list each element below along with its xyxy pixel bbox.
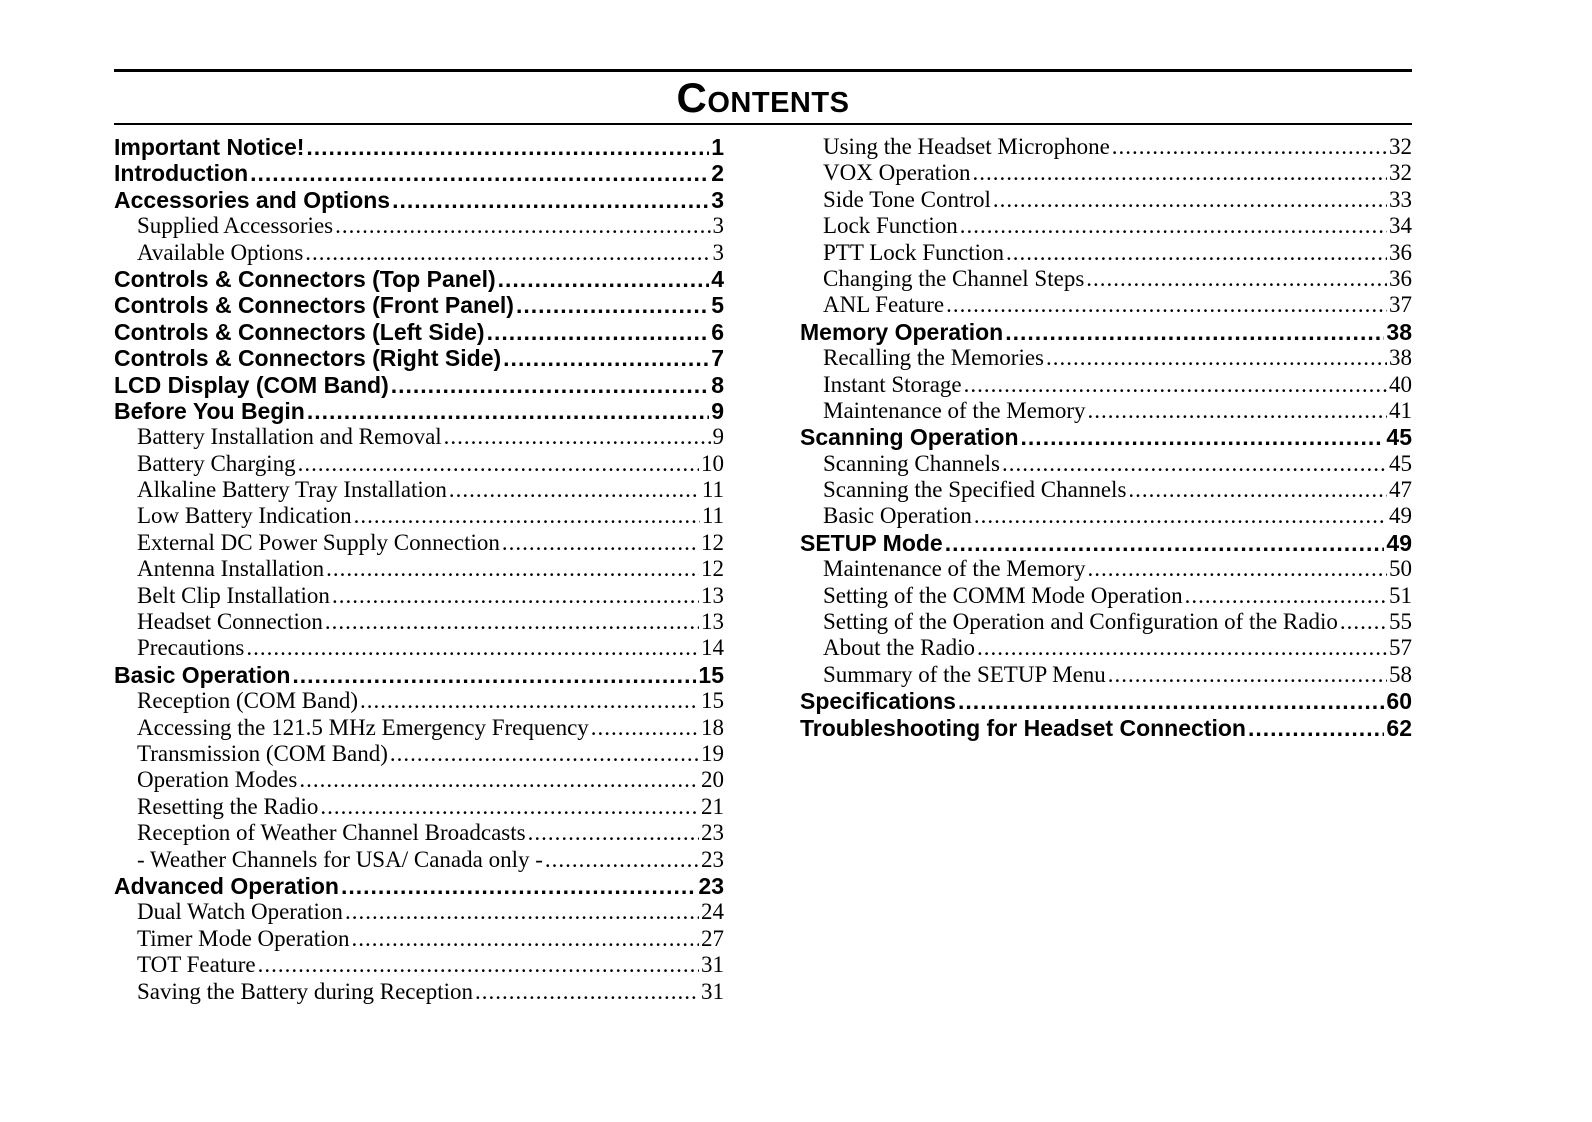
toc-section-entry[interactable] <box>114 345 724 371</box>
toc-dot-leader <box>299 767 699 793</box>
toc-entry-title: Available Options <box>137 239 304 265</box>
toc-page-number: 47 <box>1389 477 1412 503</box>
toc-subsection-entry[interactable] <box>800 187 1412 213</box>
toc-dot-leader <box>591 715 699 741</box>
toc-section-entry[interactable] <box>114 319 724 345</box>
toc-page-number: 45 <box>1386 424 1412 451</box>
toc-subsection-entry[interactable] <box>800 477 1412 503</box>
toc-page-number: 3 <box>711 186 724 213</box>
toc-entry-title: Before You Begin <box>114 397 305 424</box>
toc-page-number: 5 <box>711 292 724 319</box>
toc-dot-leader <box>475 979 699 1005</box>
toc-subsection-entry[interactable] <box>114 926 724 952</box>
toc-dot-leader <box>246 635 699 661</box>
toc-subsection-entry[interactable] <box>800 160 1412 186</box>
toc-subsection-entry[interactable] <box>800 635 1412 661</box>
toc-entry-title: Setting of the Operation and Configuration of the Radio <box>823 609 1338 635</box>
toc-entry-title: Battery Charging <box>137 450 296 476</box>
toc-subsection-entry[interactable] <box>800 134 1412 160</box>
toc-entry-title: PTT Lock Function <box>823 239 1005 265</box>
toc-page-number: 12 <box>701 556 724 582</box>
toc-subsection-entry[interactable] <box>114 451 724 477</box>
toc-entry-title: Important Notice! <box>114 134 305 160</box>
toc-page-number: 21 <box>701 793 724 819</box>
toc-right-column <box>800 134 1412 741</box>
toc-dot-leader <box>1046 345 1387 371</box>
toc-entry-title: External DC Power Supply Connection <box>137 529 500 555</box>
toc-page-number: 32 <box>1389 160 1412 186</box>
toc-dot-leader <box>345 899 699 925</box>
toc-subsection-entry[interactable] <box>114 583 724 609</box>
toc-section-entry[interactable] <box>114 873 724 899</box>
toc-page-number: 57 <box>1389 635 1412 661</box>
toc-entry-title: Setting of the COMM Mode Operation <box>823 582 1183 608</box>
toc-page-number: 1 <box>711 134 724 160</box>
toc-subsection-entry[interactable] <box>800 266 1412 292</box>
toc-entry-title: Operation Modes <box>137 767 298 793</box>
toc-page-number: 14 <box>701 635 724 661</box>
toc-dot-leader <box>335 213 710 239</box>
toc-entry-title: Basic Operation <box>114 661 291 688</box>
toc-page-number: 32 <box>1389 134 1412 159</box>
toc-entry-title: Troubleshooting for Headset Connection <box>800 714 1246 741</box>
toc-entry-title: Transmission (COM Band) <box>137 740 388 766</box>
toc-entry-title: LCD Display (COM Band) <box>114 371 389 398</box>
toc-dot-leader <box>390 741 699 767</box>
toc-dot-leader <box>292 662 696 688</box>
toc-page-number: 7 <box>711 345 724 372</box>
toc-dot-leader <box>1021 424 1385 450</box>
toc-subsection-entry[interactable] <box>114 688 724 714</box>
toc-dot-leader <box>391 372 709 398</box>
toc-entry-title: Maintenance of the Memory <box>823 397 1086 423</box>
toc-section-entry[interactable] <box>800 530 1412 556</box>
toc-page-number: 62 <box>1386 714 1412 741</box>
toc-section-entry[interactable] <box>114 266 724 292</box>
toc-entry-title: Memory Operation <box>800 318 1004 345</box>
toc-entry-title: Side Tone Control <box>823 186 991 212</box>
toc-entry-title: Using the Headset Microphone <box>823 134 1110 159</box>
toc-section-entry[interactable] <box>800 688 1412 714</box>
toc-dot-leader <box>977 635 1387 661</box>
toc-page-number: 18 <box>701 714 724 740</box>
toc-subsection-entry[interactable] <box>114 213 724 239</box>
toc-page-number: 9 <box>712 424 724 450</box>
toc-dot-leader <box>392 187 709 213</box>
toc-subsection-entry[interactable] <box>114 820 724 846</box>
toc-dot-leader <box>1088 556 1388 582</box>
toc-page-number: 31 <box>701 978 724 1004</box>
toc-dot-leader <box>503 345 709 371</box>
toc-page-number: 49 <box>1389 503 1412 529</box>
toc-page-number: 20 <box>701 767 724 793</box>
toc-page-number: 55 <box>1389 609 1412 635</box>
toc-dot-leader <box>444 424 711 450</box>
toc-entry-title: Scanning Operation <box>800 424 1019 451</box>
toc-entry-title: Lock Function <box>823 213 958 239</box>
toc-subsection-entry[interactable] <box>114 424 724 450</box>
toc-subsection-entry[interactable] <box>114 477 724 503</box>
toc-dot-leader <box>305 240 710 266</box>
toc-dot-leader <box>964 372 1387 398</box>
toc-dot-leader <box>258 952 699 978</box>
toc-page-number: 58 <box>1389 661 1412 687</box>
toc-dot-leader <box>449 477 700 503</box>
toc-page-number: 23 <box>701 846 724 872</box>
toc-entry-title: Alkaline Battery Tray Installation <box>137 477 447 503</box>
toc-entry-title: Maintenance of the Memory <box>823 556 1086 582</box>
toc-entry-title: Headset Connection <box>137 609 323 635</box>
toc-page-number: 3 <box>712 239 724 265</box>
toc-page-number: 40 <box>1389 371 1412 397</box>
toc-dot-leader <box>1088 398 1388 424</box>
toc-page-number: 6 <box>711 318 724 345</box>
toc-dot-leader <box>1248 715 1384 741</box>
toc-subsection-entry[interactable] <box>800 583 1412 609</box>
toc-page-number: 38 <box>1386 318 1412 345</box>
toc-section-entry[interactable] <box>800 319 1412 345</box>
toc-subsection-entry[interactable] <box>800 503 1412 529</box>
toc-entry-title: Instant Storage <box>823 371 962 397</box>
toc-section-entry[interactable] <box>114 292 724 318</box>
toc-entry-title: Accessing the 121.5 MHz Emergency Frequency <box>137 714 589 740</box>
toc-subsection-entry[interactable] <box>800 451 1412 477</box>
toc-page-number: 2 <box>711 160 724 187</box>
toc-subsection-entry[interactable] <box>800 213 1412 239</box>
title-rule-top <box>114 69 1412 72</box>
toc-entry-title: Precautions <box>137 635 245 661</box>
toc-page-number: 34 <box>1389 213 1412 239</box>
toc-section-entry[interactable] <box>800 715 1412 741</box>
toc-entry-title: Scanning Channels <box>823 450 1000 476</box>
toc-entry-title: Basic Operation <box>823 503 972 529</box>
toc-entry-title: Changing the Channel Steps <box>823 265 1085 291</box>
toc-dot-leader <box>354 503 700 529</box>
toc-entry-title: Controls & Connectors (Top Panel) <box>114 265 496 292</box>
toc-page-number: 13 <box>701 609 724 635</box>
toc-subsection-entry[interactable] <box>114 635 724 661</box>
toc-page-number: 23 <box>698 872 724 899</box>
toc-page-number: 36 <box>1389 239 1412 265</box>
toc-entry-title: Battery Installation and Removal <box>137 424 442 450</box>
toc-subsection-entry[interactable] <box>800 398 1412 424</box>
toc-dot-leader <box>325 609 699 635</box>
toc-dot-leader <box>516 292 709 318</box>
toc-section-entry[interactable] <box>114 372 724 398</box>
toc-page-number: 36 <box>1389 265 1412 291</box>
toc-page-number: 41 <box>1389 397 1412 423</box>
toc-page-number: 50 <box>1389 556 1412 582</box>
toc-dot-leader <box>341 873 696 899</box>
toc-entry-title: Advanced Operation <box>114 872 339 899</box>
toc-entry-title: Recalling the Memories <box>823 345 1044 371</box>
toc-page-number: 10 <box>701 450 724 476</box>
toc-dot-leader <box>298 451 699 477</box>
toc-dot-leader <box>545 847 699 873</box>
title-rule-bottom <box>114 123 1412 125</box>
toc-left-column <box>114 134 724 1005</box>
toc-dot-leader <box>945 530 1385 556</box>
toc-dot-leader <box>528 820 699 846</box>
toc-subsection-entry[interactable] <box>800 372 1412 398</box>
toc-dot-leader <box>1112 134 1387 160</box>
toc-section-entry[interactable] <box>800 424 1412 450</box>
toc-page-number: 60 <box>1386 688 1412 715</box>
toc-entry-title: Controls & Connectors (Front Panel) <box>114 292 514 319</box>
toc-subsection-entry[interactable] <box>800 345 1412 371</box>
toc-entry-title: Summary of the SETUP Menu <box>823 661 1106 687</box>
toc-dot-leader <box>326 556 699 582</box>
toc-page-number: 19 <box>701 740 724 766</box>
toc-entry-title: Resetting the Radio <box>137 793 319 819</box>
toc-subsection-entry[interactable] <box>800 609 1412 635</box>
toc-page-number: 38 <box>1389 345 1412 371</box>
toc-dot-leader <box>1185 583 1387 609</box>
toc-dot-leader <box>1006 240 1387 266</box>
toc-entry-title: Saving the Battery during Reception <box>137 978 473 1004</box>
toc-section-entry[interactable] <box>114 134 724 160</box>
toc-dot-leader <box>1002 451 1387 477</box>
toc-entry-title: SETUP Mode <box>800 529 943 556</box>
toc-entry-title: Dual Watch Operation <box>137 899 343 925</box>
toc-subsection-entry[interactable] <box>114 794 724 820</box>
toc-entry-title: - Weather Channels for USA/ Canada only - <box>137 846 543 872</box>
toc-page-number: 11 <box>701 503 724 529</box>
toc-dot-leader <box>332 583 699 609</box>
toc-dot-leader <box>320 794 699 820</box>
toc-entry-title: Reception (COM Band) <box>137 688 359 714</box>
toc-dot-leader <box>1005 319 1384 345</box>
toc-page-number: 12 <box>701 529 724 555</box>
toc-subsection-entry[interactable] <box>114 979 724 1005</box>
toc-entry-title: Low Battery Indication <box>137 503 352 529</box>
toc-dot-leader <box>498 266 710 292</box>
toc-section-entry[interactable] <box>114 398 724 424</box>
toc-subsection-entry[interactable] <box>800 556 1412 582</box>
page-title: Contents <box>676 74 850 121</box>
toc-section-entry[interactable] <box>114 662 724 688</box>
toc-page-number: 49 <box>1386 529 1412 556</box>
toc-page-number: 15 <box>698 661 724 688</box>
toc-subsection-entry[interactable] <box>114 741 724 767</box>
toc-dot-leader <box>250 160 709 186</box>
toc-subsection-entry[interactable] <box>114 556 724 582</box>
toc-subsection-entry[interactable] <box>800 662 1412 688</box>
toc-subsection-entry[interactable] <box>114 609 724 635</box>
toc-subsection-entry[interactable] <box>114 767 724 793</box>
toc-entry-title: VOX Operation <box>823 160 971 186</box>
toc-subsection-entry[interactable] <box>114 899 724 925</box>
toc-dot-leader <box>973 160 1387 186</box>
toc-subsection-entry[interactable] <box>114 847 724 873</box>
toc-page-number: 9 <box>711 397 724 424</box>
toc-subsection-entry[interactable] <box>114 952 724 978</box>
toc-page-number: 3 <box>712 213 724 239</box>
toc-subsection-entry[interactable] <box>114 240 724 266</box>
toc-dot-leader <box>960 213 1387 239</box>
toc-page-number: 23 <box>701 820 724 846</box>
toc-entry-title: Supplied Accessories <box>137 213 334 239</box>
toc-dot-leader <box>946 292 1387 318</box>
toc-entry-title: Introduction <box>114 160 249 187</box>
toc-entry-title: Reception of Weather Channel Broadcasts <box>137 820 526 846</box>
toc-dot-leader <box>1128 477 1387 503</box>
toc-dot-leader <box>1340 609 1387 635</box>
toc-entry-title: Controls & Connectors (Left Side) <box>114 318 485 345</box>
toc-page-number: 4 <box>711 265 724 292</box>
toc-entry-title: Controls & Connectors (Right Side) <box>114 345 502 372</box>
toc-dot-leader <box>487 319 710 345</box>
toc-dot-leader <box>360 688 699 714</box>
toc-section-entry[interactable] <box>114 160 724 186</box>
toc-entry-title: TOT Feature <box>137 952 256 978</box>
toc-dot-leader <box>1108 662 1387 688</box>
toc-entry-title: ANL Feature <box>823 292 945 318</box>
toc-entry-title: Antenna Installation <box>137 556 325 582</box>
toc-entry-title: About the Radio <box>823 635 976 661</box>
toc-dot-leader <box>352 926 699 952</box>
toc-dot-leader <box>958 688 1384 714</box>
toc-page-number: 51 <box>1389 582 1412 608</box>
toc-subsection-entry[interactable] <box>800 240 1412 266</box>
toc-dot-leader <box>306 134 709 160</box>
toc-page-number: 24 <box>701 899 724 925</box>
toc-page-number: 11 <box>701 477 724 503</box>
toc-page-number: 27 <box>701 925 724 951</box>
toc-dot-leader <box>502 530 699 556</box>
toc-subsection-entry[interactable] <box>800 292 1412 318</box>
toc-subsection-entry[interactable] <box>114 715 724 741</box>
toc-entry-title: Scanning the Specified Channels <box>823 477 1127 503</box>
toc-dot-leader <box>993 187 1387 213</box>
toc-page-number: 37 <box>1389 292 1412 318</box>
toc-entry-title: Accessories and Options <box>114 186 391 213</box>
toc-entry-title: Timer Mode Operation <box>137 925 350 951</box>
toc-subsection-entry[interactable] <box>114 503 724 529</box>
toc-dot-leader <box>974 503 1387 529</box>
toc-section-entry[interactable] <box>114 187 724 213</box>
toc-page-number: 8 <box>711 371 724 398</box>
toc-page-number: 31 <box>701 952 724 978</box>
toc-page-number: 13 <box>701 582 724 608</box>
toc-page-number: 33 <box>1389 186 1412 212</box>
toc-entry-title: Belt Clip Installation <box>137 582 330 608</box>
toc-page-number: 45 <box>1389 450 1412 476</box>
toc-page-number: 15 <box>701 688 724 714</box>
toc-entry-title: Specifications <box>800 688 956 715</box>
toc-subsection-entry[interactable] <box>114 530 724 556</box>
toc-dot-leader <box>1086 266 1387 292</box>
toc-dot-leader <box>307 398 709 424</box>
